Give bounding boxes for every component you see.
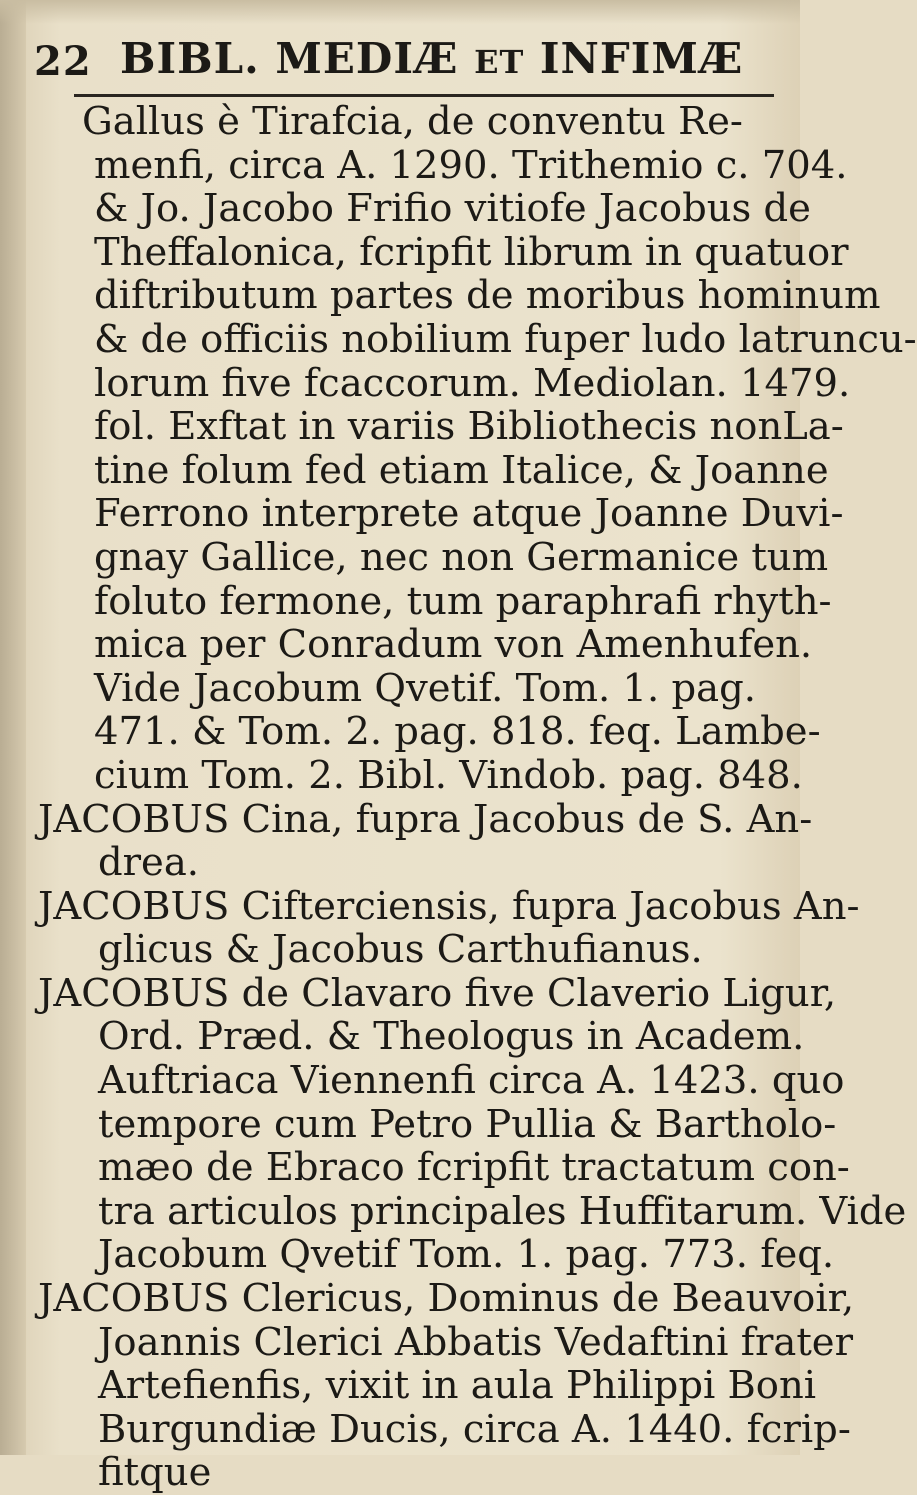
running-title-part-2: INFIMÆ (539, 34, 744, 83)
text-line: Theffalonica, fcripfit librum in quatuor (94, 229, 849, 275)
text-line: tempore cum Petro Pullia & Bartholo- (98, 1101, 837, 1147)
header-rule (74, 94, 774, 97)
running-title (120, 34, 743, 83)
page-top-edge (0, 0, 800, 24)
text-line: Ord. Præd. & Theologus in Academ. (98, 1014, 805, 1060)
text-line: fol. Exftat in variis Bibliothecis nonLa- (94, 404, 844, 450)
text-line: mica per Conradum von Amenhufen. (94, 622, 813, 668)
running-title-part-1: BIBL. MEDIÆ (120, 34, 459, 83)
text-line: glicus & Jacobus Carthufianus. (98, 927, 703, 973)
text-line: 471. & Tom. 2. pag. 818. feq. Lambe- (94, 709, 821, 755)
text-line: JACOBUS Clericus, Dominus de Beauvoir, (38, 1276, 855, 1322)
text-line: Joannis Clerici Abbatis Vedaftini frater (98, 1319, 853, 1365)
running-title-et: ET (474, 43, 525, 81)
text-line: tine folum fed etiam Italice, & Joanne (94, 447, 829, 493)
text-line: fitque (98, 1450, 212, 1495)
page-gutter-shadow (0, 0, 26, 1455)
text-line: cium Tom. 2. Bibl. Vindob. pag. 848. (94, 752, 803, 798)
text-line: Artefienfis, vixit in aula Philippi Boni (98, 1363, 817, 1409)
text-line: & de officiis nobilium fuper ludo latruncu- (94, 316, 917, 362)
text-line: Auftriaca Viennenfi circa A. 1423. quo (98, 1058, 845, 1104)
text-line: Burgundiæ Ducis, circa A. 1440. fcrip- (98, 1406, 851, 1452)
text-line: mæo de Ebraco fcripfit tractatum con- (98, 1145, 850, 1191)
text-line: diftributum partes de moribus hominum (94, 273, 881, 319)
text-line: JACOBUS Cina, fupra Jacobus de S. An- (38, 796, 813, 842)
text-line: JACOBUS de Clavaro five Claverio Ligur, (38, 970, 837, 1016)
text-line: gnay Gallice, nec non Germanice tum (94, 534, 829, 580)
page-header (34, 34, 774, 90)
text-line: JACOBUS Cifterciensis, fupra Jacobus An- (38, 883, 860, 929)
page-number: 22 (34, 38, 92, 85)
text-line: & Jo. Jacobo Frifio vitiofe Jacobus de (94, 186, 811, 232)
text-line: tra articulos principales Huffitarum. Vide (98, 1188, 907, 1234)
text-line: foluto fermone, tum paraphrafi rhyth- (94, 578, 832, 624)
text-line: drea. (98, 840, 200, 886)
text-line: menfi, circa A. 1290. Trithemio c. 704. (94, 142, 848, 188)
text-line: Ferrono interprete atque Joanne Duvi- (94, 491, 844, 537)
text-line: Jacobum Qvetif Tom. 1. pag. 773. feq. (98, 1232, 835, 1278)
text-line: Vide Jacobum Qvetif. Tom. 1. pag. (94, 665, 756, 711)
text-line: Gallus è Tirafcia, de conventu Re- (82, 99, 743, 144)
text-line: lorum five fcaccorum. Mediolan. 1479. (94, 360, 851, 406)
body-text (38, 99, 917, 1495)
